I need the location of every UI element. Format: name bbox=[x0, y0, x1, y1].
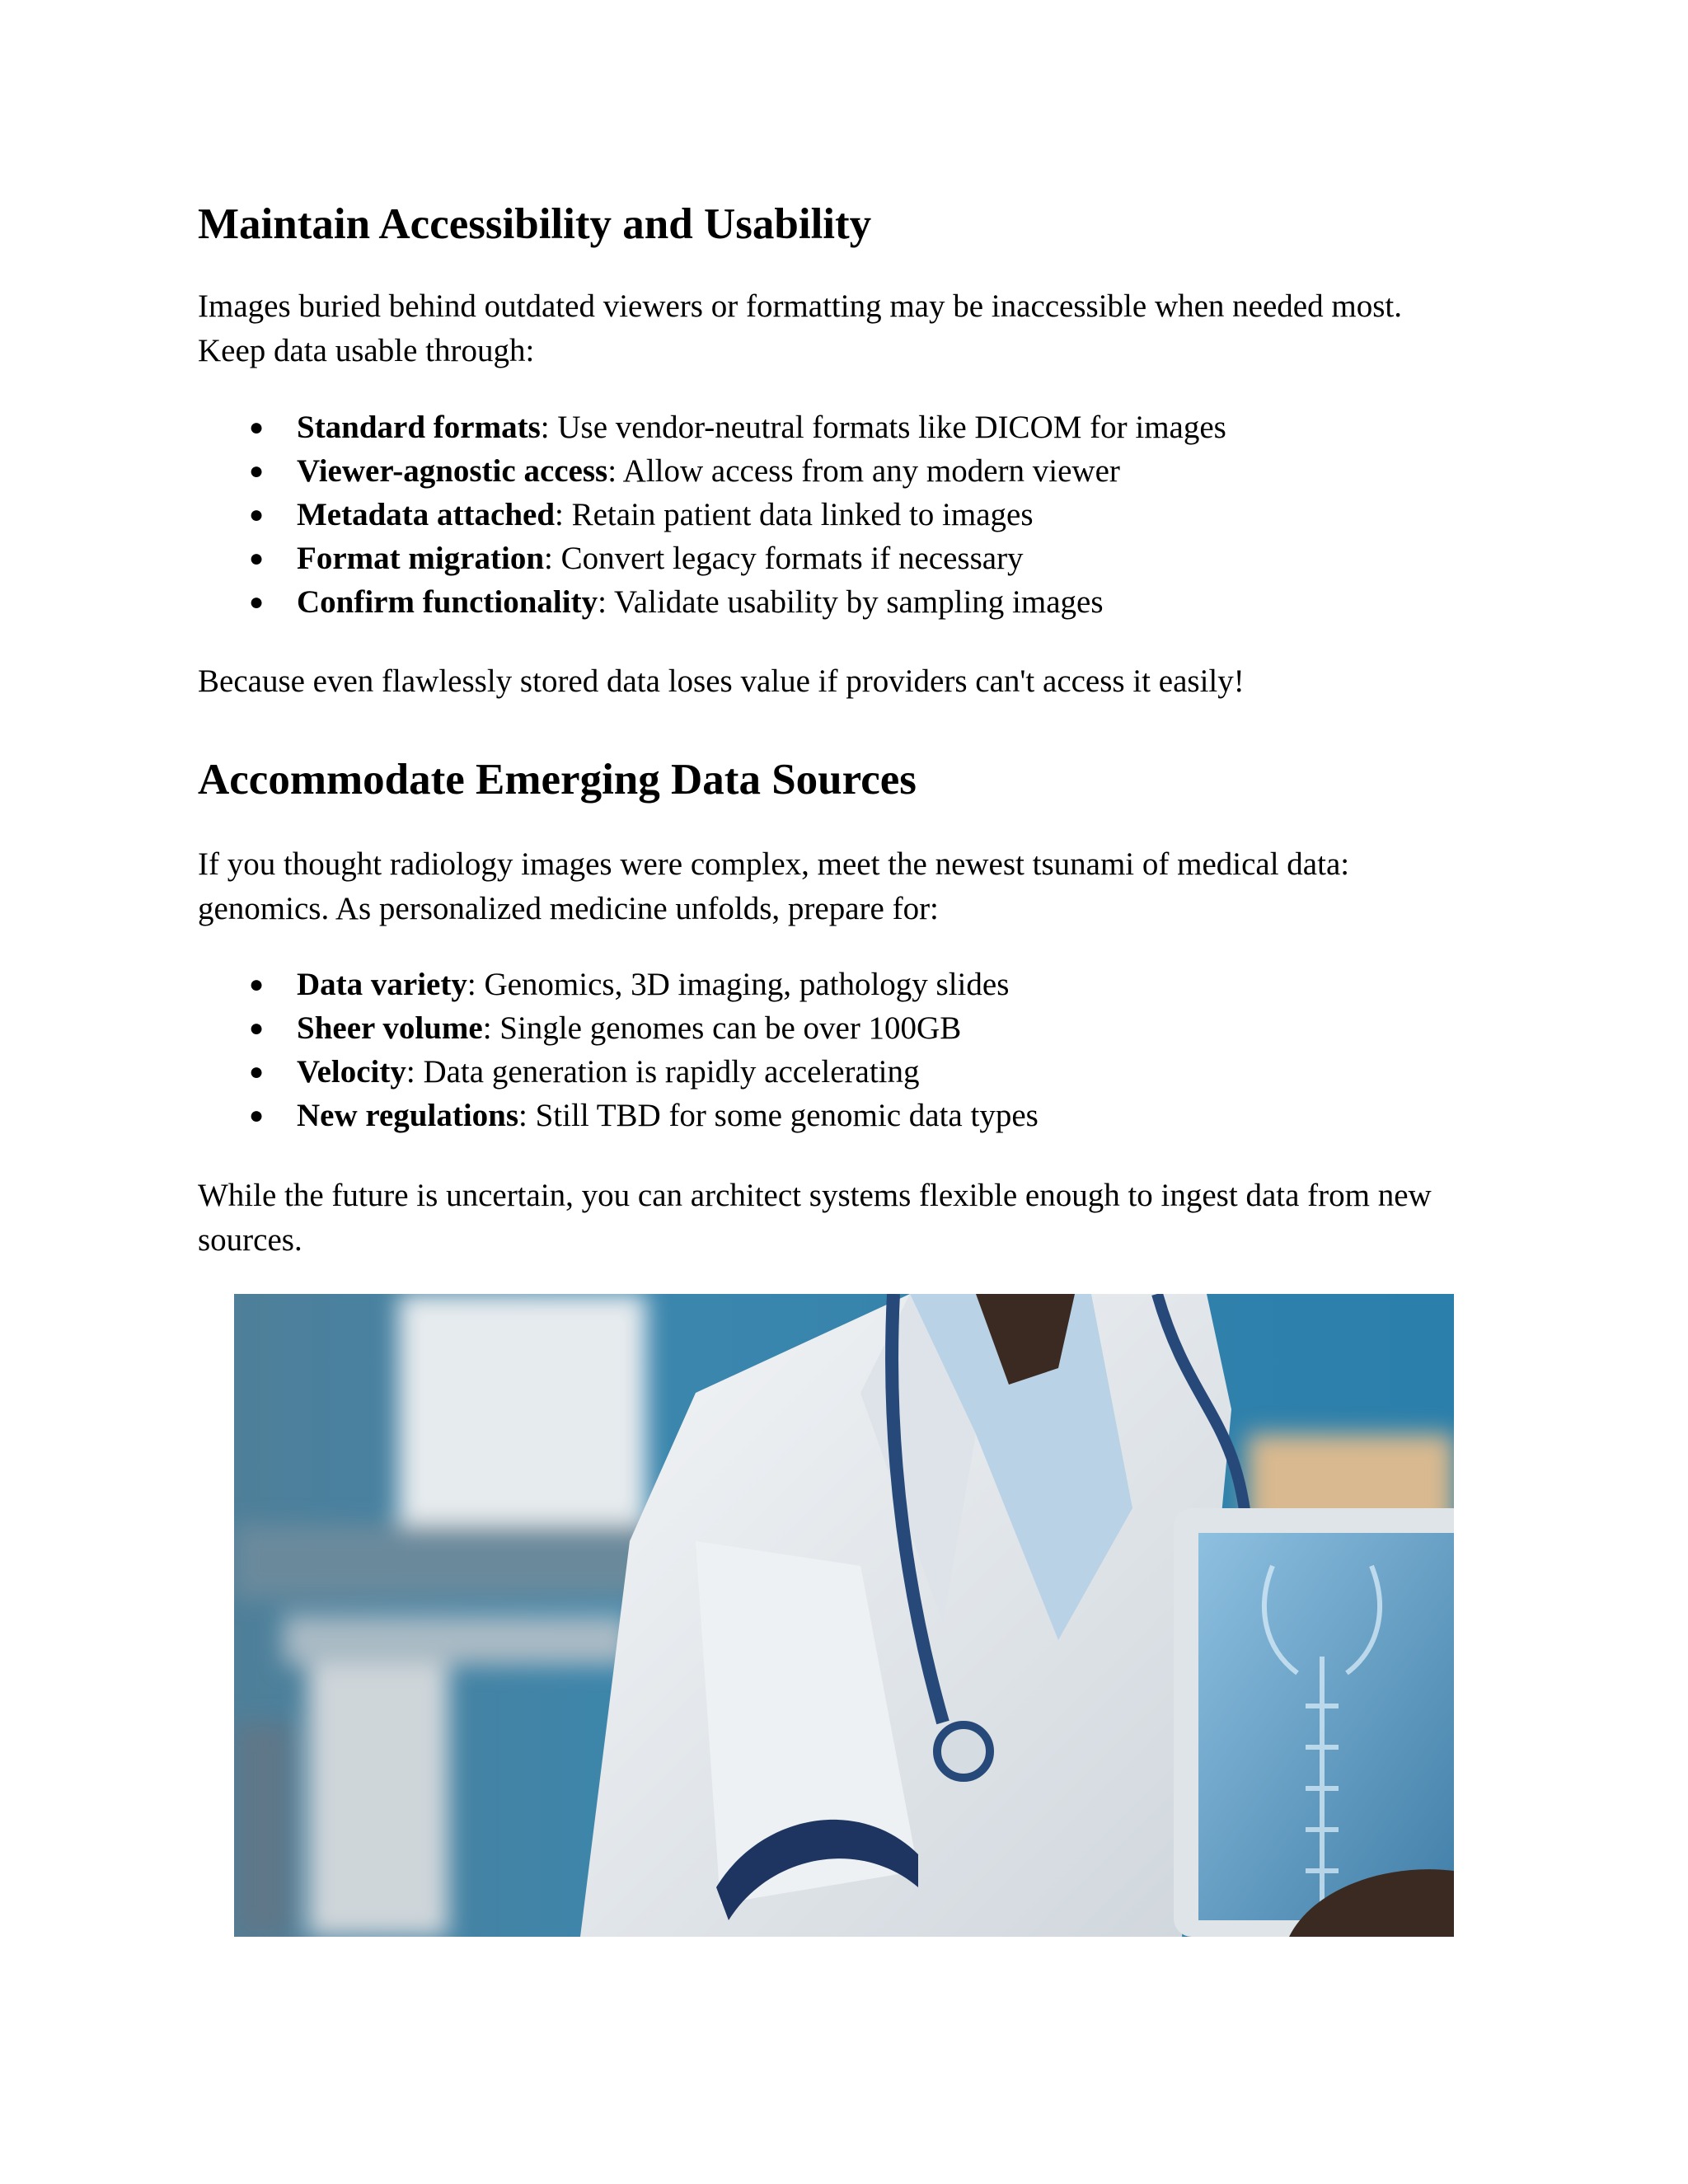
bullet-icon: ● bbox=[249, 457, 265, 485]
list-item bbox=[198, 1094, 1039, 1137]
closing-line: sources. bbox=[198, 1222, 302, 1258]
closing-line: While the future is uncertain, you can architect systems flexible enough to ingest data from new bbox=[198, 1178, 1432, 1213]
doctor-illustration bbox=[234, 1294, 1454, 1937]
bullet-icon: ● bbox=[249, 414, 265, 441]
bullet-term: Data variety bbox=[297, 967, 467, 1002]
bullet-icon: ● bbox=[249, 971, 265, 998]
intro-line: Images buried behind outdated viewers or formatting may be inaccessible when needed most. bbox=[198, 288, 1402, 324]
bullet-icon: ● bbox=[249, 501, 265, 528]
intro-line: genomics. As personalized medicine unfolds, prepare for: bbox=[198, 891, 939, 926]
doctor-tablet-photo bbox=[234, 1294, 1454, 1937]
bullet-term: Sheer volume bbox=[297, 1010, 483, 1046]
list-item bbox=[198, 1006, 1039, 1050]
list-item bbox=[198, 580, 1226, 624]
bullet-text: : Retain patient data linked to images bbox=[555, 497, 1034, 532]
bullet-term: Viewer-agnostic access bbox=[297, 453, 608, 489]
bullet-icon: ● bbox=[249, 588, 265, 616]
list-item bbox=[198, 537, 1226, 580]
bullet-term: Velocity bbox=[297, 1054, 406, 1090]
section-closing-emerging-data bbox=[198, 1174, 1517, 1263]
bullet-term: New regulations bbox=[297, 1098, 519, 1133]
bullet-text: : Use vendor-neutral formats like DICOM for images bbox=[540, 410, 1226, 445]
bullet-list-emerging-data bbox=[198, 963, 1039, 1137]
intro-line: Keep data usable through: bbox=[198, 333, 535, 368]
section-closing-accessibility: Because even flawlessly stored data loses value if providers can't access it easily! bbox=[198, 663, 1245, 699]
bullet-term: Confirm functionality bbox=[297, 584, 598, 620]
bullet-list-accessibility bbox=[198, 405, 1226, 624]
bullet-icon: ● bbox=[249, 545, 265, 572]
bullet-text: : Validate usability by sampling images bbox=[598, 584, 1104, 620]
bullet-icon: ● bbox=[249, 1015, 265, 1042]
bullet-text: : Genomics, 3D imaging, pathology slides bbox=[467, 967, 1010, 1002]
list-item bbox=[198, 493, 1226, 537]
bullet-icon: ● bbox=[249, 1102, 265, 1129]
bullet-text: : Still TBD for some genomic data types bbox=[518, 1098, 1039, 1133]
bullet-term: Metadata attached bbox=[297, 497, 556, 532]
bullet-term: Format migration bbox=[297, 541, 545, 576]
list-item bbox=[198, 1050, 1039, 1094]
list-item bbox=[198, 405, 1226, 449]
section-heading-emerging-data: Accommodate Emerging Data Sources bbox=[198, 756, 917, 804]
section-intro-accessibility bbox=[198, 284, 1517, 373]
bullet-text: : Allow access from any modern viewer bbox=[607, 453, 1120, 489]
bullet-icon: ● bbox=[249, 1058, 265, 1085]
section-intro-emerging-data bbox=[198, 842, 1517, 931]
bullet-text: : Data generation is rapidly accelerating bbox=[406, 1054, 920, 1090]
bullet-text: : Single genomes can be over 100GB bbox=[482, 1010, 962, 1046]
list-item bbox=[198, 963, 1039, 1006]
bullet-text: : Convert legacy formats if necessary bbox=[544, 541, 1024, 576]
intro-line: If you thought radiology images were complex, meet the newest tsunami of medical data: bbox=[198, 846, 1350, 882]
list-item bbox=[198, 449, 1226, 493]
section-heading-accessibility: Maintain Accessibility and Usability bbox=[198, 200, 872, 248]
bullet-term: Standard formats bbox=[297, 410, 541, 445]
